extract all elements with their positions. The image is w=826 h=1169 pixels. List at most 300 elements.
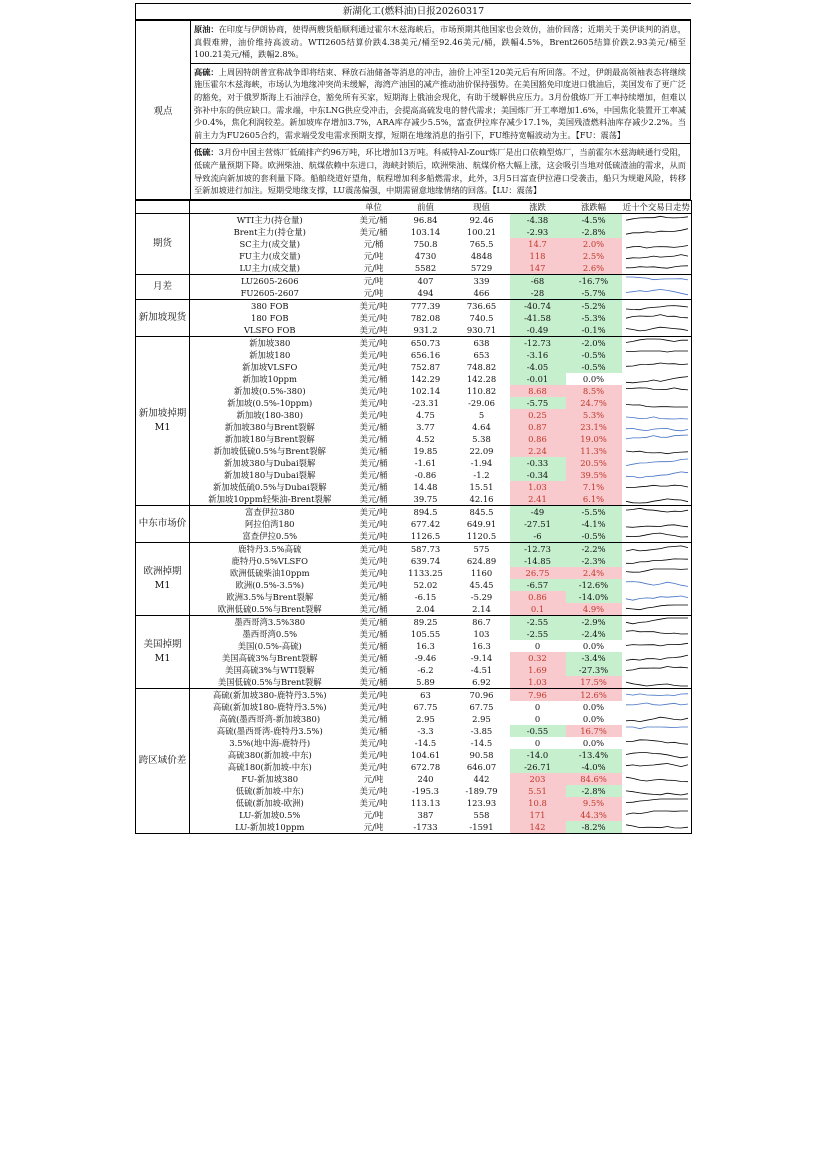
row-name: 新加坡(0.5%-10ppm) [190, 397, 350, 409]
row-change: 2.41 [510, 493, 566, 506]
table-row [136, 385, 692, 397]
row-change: -2.55 [510, 615, 566, 628]
row-change: 203 [510, 773, 566, 785]
row-sparkline [622, 445, 692, 457]
row-change-pct: -2.8% [566, 226, 622, 238]
table-row [136, 481, 692, 493]
table-row [136, 821, 692, 834]
row-sparkline [622, 688, 692, 701]
row-prev: 105.55 [410, 628, 441, 639]
row-sparkline [622, 287, 692, 300]
row-curr: -1591 [454, 821, 510, 834]
table-row [136, 445, 692, 457]
row-curr: 5 [478, 409, 485, 420]
row-curr: 1160 [470, 567, 493, 578]
table-row [136, 664, 692, 676]
sparkline-path [626, 314, 688, 318]
row-sparkline [622, 640, 692, 652]
table-row [136, 312, 692, 324]
row-change-pct: 24.7% [566, 397, 622, 409]
table-row [136, 555, 692, 567]
row-sparkline [622, 821, 692, 834]
row-unit: 美元/吨 [350, 542, 398, 555]
row-prev: 240 [417, 773, 434, 784]
row-name: 美国(0.5%-高硫) [190, 640, 350, 652]
row-sparkline [622, 469, 692, 481]
sparkline-path [626, 485, 688, 487]
row-curr: 4.64 [472, 421, 491, 432]
row-prev: 494 [417, 287, 434, 298]
row-unit: 元/吨 [363, 809, 384, 820]
row-change: -40.74 [510, 299, 566, 312]
row-prev: 113.13 [410, 797, 441, 808]
row-change: -27.51 [510, 518, 566, 530]
sparkline-path [626, 791, 688, 795]
sparkline-path [626, 388, 688, 390]
row-name: FU2605-2607 [190, 287, 350, 300]
row-unit: 美元/吨 [359, 530, 388, 541]
sparkline-chart [622, 749, 692, 761]
row-prev: 96.84 [398, 213, 454, 226]
row-change-pct: -2.2% [566, 542, 622, 555]
row-curr: 339 [454, 274, 510, 287]
row-change: -14.0 [510, 749, 566, 761]
sparkline-path [626, 363, 688, 366]
row-change-pct: 39.5% [566, 469, 622, 481]
row-name: 低硫(新加坡-中东) [190, 785, 350, 797]
sparkline-path [626, 727, 688, 729]
row-change: 10.8 [510, 797, 566, 809]
row-change-pct: 2.4% [566, 567, 622, 579]
row-sparkline [622, 397, 692, 409]
row-sparkline [622, 493, 692, 506]
row-curr: 86.7 [454, 615, 510, 628]
row-change-pct: 0.0% [582, 737, 605, 748]
row-sparkline [622, 749, 692, 761]
sparkline-chart [622, 689, 692, 701]
row-name: 高硫(墨西哥湾-鹿特丹3.5%) [190, 725, 350, 737]
table-row [136, 299, 692, 312]
row-sparkline [622, 373, 692, 385]
row-curr: -9.14 [470, 652, 493, 663]
row-prev: 4.75 [416, 409, 435, 420]
table-row [136, 603, 692, 616]
row-name: 新加坡180与Brent裂解 [190, 433, 350, 445]
row-change-pct: 2.0% [566, 238, 622, 250]
row-sparkline [622, 518, 692, 530]
table-row [136, 518, 692, 530]
row-change: 0.32 [510, 652, 566, 664]
row-sparkline [622, 579, 692, 591]
row-unit: 美元/吨 [350, 688, 398, 701]
row-name: 低硫(新加坡-欧洲) [190, 797, 350, 809]
row-unit: 美元/吨 [359, 749, 388, 760]
table-row [136, 336, 692, 349]
sparkline-path [626, 666, 688, 670]
sparkline-chart [622, 725, 692, 737]
row-name: 新加坡10ppm轻柴油-Brent裂解 [190, 493, 350, 506]
row-change: -12.73 [510, 542, 566, 555]
row-change-pct: 11.3% [566, 445, 622, 457]
row-curr: 646.07 [466, 761, 497, 772]
sparkline-chart [622, 737, 692, 749]
row-sparkline [622, 797, 692, 809]
sparkline-chart [622, 250, 692, 262]
row-unit: 美元/吨 [359, 555, 388, 566]
row-curr: 638 [454, 336, 510, 349]
row-prev: 587.73 [398, 542, 454, 555]
row-sparkline [622, 785, 692, 797]
row-name: VLSFO FOB [190, 324, 350, 337]
high-sulfur-paragraph [191, 63, 691, 144]
row-sparkline [622, 628, 692, 640]
row-change: 171 [510, 809, 566, 821]
row-change: -28 [510, 287, 566, 300]
row-change-pct: -2.9% [566, 615, 622, 628]
row-name: 富查伊拉0.5% [190, 530, 350, 543]
sparkline-path [626, 472, 688, 478]
row-sparkline [622, 238, 692, 250]
sparkline-path [626, 266, 688, 268]
sparkline-path [626, 605, 688, 610]
row-unit: 美元/吨 [359, 324, 388, 335]
row-curr: 5.38 [472, 433, 491, 444]
row-unit: 美元/桶 [359, 493, 388, 504]
row-curr: 748.82 [466, 361, 497, 372]
sparkline-chart [622, 506, 692, 518]
row-change-pct: -4.5% [566, 213, 622, 226]
sparkline-path [626, 546, 688, 551]
row-unit: 美元/桶 [359, 713, 388, 724]
sparkline-chart [622, 312, 692, 324]
sparkline-chart [622, 761, 692, 773]
row-change-pct: -0.1% [566, 324, 622, 337]
sparkline-path [626, 703, 688, 705]
row-curr: 100.21 [466, 226, 497, 237]
table-row [136, 469, 692, 481]
row-prev: 5582 [414, 262, 437, 273]
table-row [136, 421, 692, 433]
row-change-pct: 17.5% [566, 676, 622, 689]
row-curr: -4.51 [470, 664, 493, 675]
row-curr: 466 [473, 287, 490, 298]
table-row [136, 773, 692, 785]
sparkline-path [626, 451, 688, 454]
row-curr: 5729 [470, 262, 493, 273]
row-change-pct: -2.3% [566, 555, 622, 567]
row-prev: 63 [398, 688, 454, 701]
sparkline-chart [622, 373, 692, 385]
sparkline-path [626, 404, 688, 407]
row-name: 高硫(新加坡380-鹿特丹3.5%) [190, 688, 350, 701]
table-row [136, 797, 692, 809]
row-prev: -3.3 [417, 725, 434, 736]
crude-oil-text: 在印度与伊朗协商，使得两艘货船顺利通过霍尔木兹海峡后，市场预期其他国家也会效仿，油价回落；近期关于美伊谈判的消息，真假难辨，油价维持高波动。WTI2605结算价跌4.38美元/桶至92.46美元/桶，跌幅4.5%，Brent2605结算价跌2.93美元/桶至100.21美元/桶，跌幅2.8%。 [194, 24, 686, 60]
table-row [136, 213, 692, 226]
table-row [136, 530, 692, 543]
table-row [136, 713, 692, 725]
row-change: 1.03 [510, 481, 566, 493]
row-unit: 美元/吨 [359, 579, 388, 590]
row-unit: 元/吨 [363, 250, 384, 261]
row-name: WTI主力(持仓量) [190, 213, 350, 226]
row-unit: 美元/桶 [359, 226, 388, 237]
row-curr: 4848 [470, 250, 493, 261]
row-change: 0 [534, 713, 541, 724]
row-unit: 元/吨 [363, 262, 384, 273]
row-change-pct: 12.6% [566, 688, 622, 701]
sparkline-path [626, 694, 688, 696]
sparkline-chart [622, 433, 692, 445]
row-name: 高硫(新加坡180-鹿特丹3.5%) [190, 701, 350, 713]
row-name: 鹿特丹0.5%VLSFO [190, 555, 350, 567]
row-change-pct: 0.0% [582, 713, 605, 724]
row-change: 2.24 [510, 445, 566, 457]
row-unit: 元/吨 [350, 274, 398, 287]
row-curr: 1120.5 [466, 530, 497, 541]
sparkline-path [626, 508, 688, 512]
row-prev: 67.75 [413, 701, 438, 712]
sparkline-path [626, 682, 688, 686]
section-label: 新加坡掉期M1 [136, 336, 190, 505]
sparkline-path [626, 811, 688, 814]
row-unit: 美元/吨 [359, 397, 388, 408]
sparkline-chart [622, 628, 692, 640]
sparkline-chart [622, 262, 692, 274]
row-curr: 16.3 [472, 640, 491, 651]
sparkline-chart [622, 603, 692, 615]
sparkline-chart [622, 676, 692, 688]
row-sparkline [622, 664, 692, 676]
header-prev: 前值 [398, 200, 454, 213]
sparkline-chart [622, 421, 692, 433]
sparkline-path [626, 245, 688, 248]
row-change: 0 [534, 701, 541, 712]
row-name: 欧洲低硫柴油10ppm [190, 567, 350, 579]
row-unit: 美元/桶 [359, 481, 388, 492]
row-name: 新加坡380与Brent裂解 [190, 421, 350, 433]
row-prev: -6.15 [414, 591, 437, 602]
row-change-pct: -5.5% [566, 505, 622, 518]
table-row [136, 250, 692, 262]
row-unit: 元/吨 [363, 773, 384, 784]
sparkline-chart [622, 300, 692, 312]
row-unit: 美元/桶 [359, 628, 388, 639]
sparkline-path [626, 428, 688, 430]
sparkline-path [626, 339, 688, 343]
row-name: 3.5%(地中海-鹿特丹) [190, 737, 350, 749]
row-curr: 70.96 [454, 688, 510, 701]
row-prev: 677.42 [410, 518, 441, 529]
row-unit: 元/吨 [350, 821, 398, 834]
row-change: 0 [534, 640, 541, 651]
row-prev: 102.14 [410, 385, 441, 396]
row-curr: 6.92 [472, 676, 491, 687]
row-change-pct: -5.2% [566, 299, 622, 312]
row-name: 墨西哥湾3.5%380 [190, 615, 350, 628]
row-curr: 765.5 [469, 238, 494, 249]
row-sparkline [622, 457, 692, 469]
section-label: 中东市场价 [136, 505, 190, 542]
sparkline-path [626, 825, 688, 828]
row-sparkline [622, 409, 692, 421]
header-name-blank [190, 200, 350, 213]
row-prev: -1.61 [414, 457, 437, 468]
row-change-pct: 0.0% [582, 701, 605, 712]
row-name: 欧洲低硫0.5%与Brent裂解 [190, 603, 350, 616]
row-change: -6.57 [510, 579, 566, 591]
row-name: 美国高硫3%与WTI裂解 [190, 664, 350, 676]
row-sparkline [622, 324, 692, 337]
sparkline-chart [622, 591, 692, 603]
sparkline-chart [622, 652, 692, 664]
row-change-pct: -4.1% [566, 518, 622, 530]
table-row [136, 542, 692, 555]
low-sulfur-paragraph [191, 144, 691, 199]
table-row [136, 688, 692, 701]
row-name: LU-新加坡0.5% [190, 809, 350, 821]
row-prev: 142.29 [410, 373, 441, 384]
row-prev: 672.78 [410, 761, 441, 772]
row-name: LU2605-2606 [190, 274, 350, 287]
row-sparkline [622, 615, 692, 628]
sparkline-path [626, 643, 688, 646]
row-change-pct: 2.6% [566, 262, 622, 275]
sparkline-chart [622, 397, 692, 409]
row-prev: 777.39 [398, 299, 454, 312]
row-curr: -14.5 [470, 737, 493, 748]
sparkline-path [626, 459, 688, 466]
section-label: 美国掉期M1 [136, 615, 190, 688]
table-row [136, 361, 692, 373]
row-change: -6 [510, 530, 566, 543]
row-sparkline [622, 385, 692, 397]
row-name: Brent主力(持仓量) [190, 226, 350, 238]
row-change-pct: -5.7% [566, 287, 622, 300]
crude-oil-paragraph [191, 21, 691, 64]
row-unit: 美元/吨 [359, 312, 388, 323]
row-prev: 931.2 [413, 324, 438, 335]
row-name: 新加坡180与Dubai裂解 [190, 469, 350, 481]
row-change-pct: 84.6% [566, 773, 622, 785]
row-curr: -1.2 [473, 469, 490, 480]
header-chg: 涨跌 [510, 200, 566, 213]
row-change-pct: -27.3% [566, 664, 622, 676]
sparkline-path [626, 289, 688, 294]
row-unit: 美元/吨 [359, 567, 388, 578]
sparkline-path [626, 216, 688, 220]
row-sparkline [622, 773, 692, 785]
row-sparkline [622, 433, 692, 445]
row-name: 新加坡(0.5%-380) [190, 385, 350, 397]
row-name: FU-新加坡380 [190, 773, 350, 785]
row-change: -0.34 [510, 469, 566, 481]
crude-oil-label: 原油： [194, 24, 219, 34]
report-title: 新湖化工(燃料油)日报20260317 [135, 3, 691, 20]
row-change-pct: 20.5% [566, 457, 622, 469]
sparkline-path [626, 351, 688, 352]
sparkline-path [626, 277, 688, 280]
row-sparkline [622, 555, 692, 567]
table-row [136, 274, 692, 287]
row-unit: 美元/吨 [359, 409, 388, 420]
row-curr: 15.51 [469, 481, 494, 492]
sparkline-chart [622, 324, 692, 336]
sparkline-chart [622, 821, 692, 833]
row-change: -2.55 [510, 628, 566, 640]
sparkline-path [626, 630, 688, 633]
sparkline-chart [622, 469, 692, 481]
table-row [136, 373, 692, 385]
table-row [136, 409, 692, 421]
row-prev: -1733 [398, 821, 454, 834]
row-change-pct: -0.5% [566, 361, 622, 373]
row-sparkline [622, 542, 692, 555]
row-curr: -189.79 [465, 785, 498, 796]
row-name: 墨西哥湾0.5% [190, 628, 350, 640]
row-change-pct: 6.1% [566, 493, 622, 506]
row-curr: 442 [473, 773, 490, 784]
row-change: 0 [534, 737, 541, 748]
row-unit: 美元/桶 [350, 615, 398, 628]
row-curr: 653 [473, 349, 490, 360]
sparkline-chart [622, 226, 692, 238]
row-sparkline [622, 809, 692, 821]
row-unit: 美元/吨 [359, 737, 388, 748]
table-row [136, 615, 692, 628]
row-unit: 美元/吨 [359, 797, 388, 808]
sparkline-path [626, 228, 688, 234]
row-change-pct: -5.3% [566, 312, 622, 324]
row-change: -26.71 [510, 761, 566, 773]
table-row [136, 725, 692, 737]
row-curr: 2.95 [472, 713, 491, 724]
row-prev: 52.02 [413, 579, 438, 590]
table-row [136, 628, 692, 640]
row-curr: 123.93 [466, 797, 497, 808]
row-prev: 752.87 [410, 361, 441, 372]
row-change: -14.85 [510, 555, 566, 567]
row-change: 0.25 [510, 409, 566, 421]
row-name: 高硫380(新加坡-中东) [190, 749, 350, 761]
row-unit: 美元/吨 [350, 299, 398, 312]
row-prev: 4730 [414, 250, 437, 261]
section-label: 新加坡现货 [136, 299, 190, 336]
row-prev: 750.8 [413, 238, 438, 249]
row-name: SC主力(成交量) [190, 238, 350, 250]
row-change: -41.58 [510, 312, 566, 324]
table-row [136, 579, 692, 591]
table-row [136, 457, 692, 469]
sparkline-path [626, 569, 688, 572]
row-unit: 美元/桶 [359, 725, 388, 736]
row-name: LU-新加坡10ppm [190, 821, 350, 834]
row-change: -2.93 [510, 226, 566, 238]
row-sparkline [622, 481, 692, 493]
sparkline-chart [622, 555, 692, 567]
row-change: 147 [510, 262, 566, 275]
row-unit: 美元/桶 [359, 591, 388, 602]
row-unit: 美元/吨 [359, 701, 388, 712]
row-curr: 736.65 [454, 299, 510, 312]
row-sparkline [622, 299, 692, 312]
row-prev: -14.5 [414, 737, 437, 748]
table-header-row [136, 200, 692, 213]
sparkline-path [626, 740, 688, 744]
sparkline-chart [622, 385, 692, 397]
sparkline-chart [622, 809, 692, 821]
row-change-pct: -4.0% [566, 761, 622, 773]
